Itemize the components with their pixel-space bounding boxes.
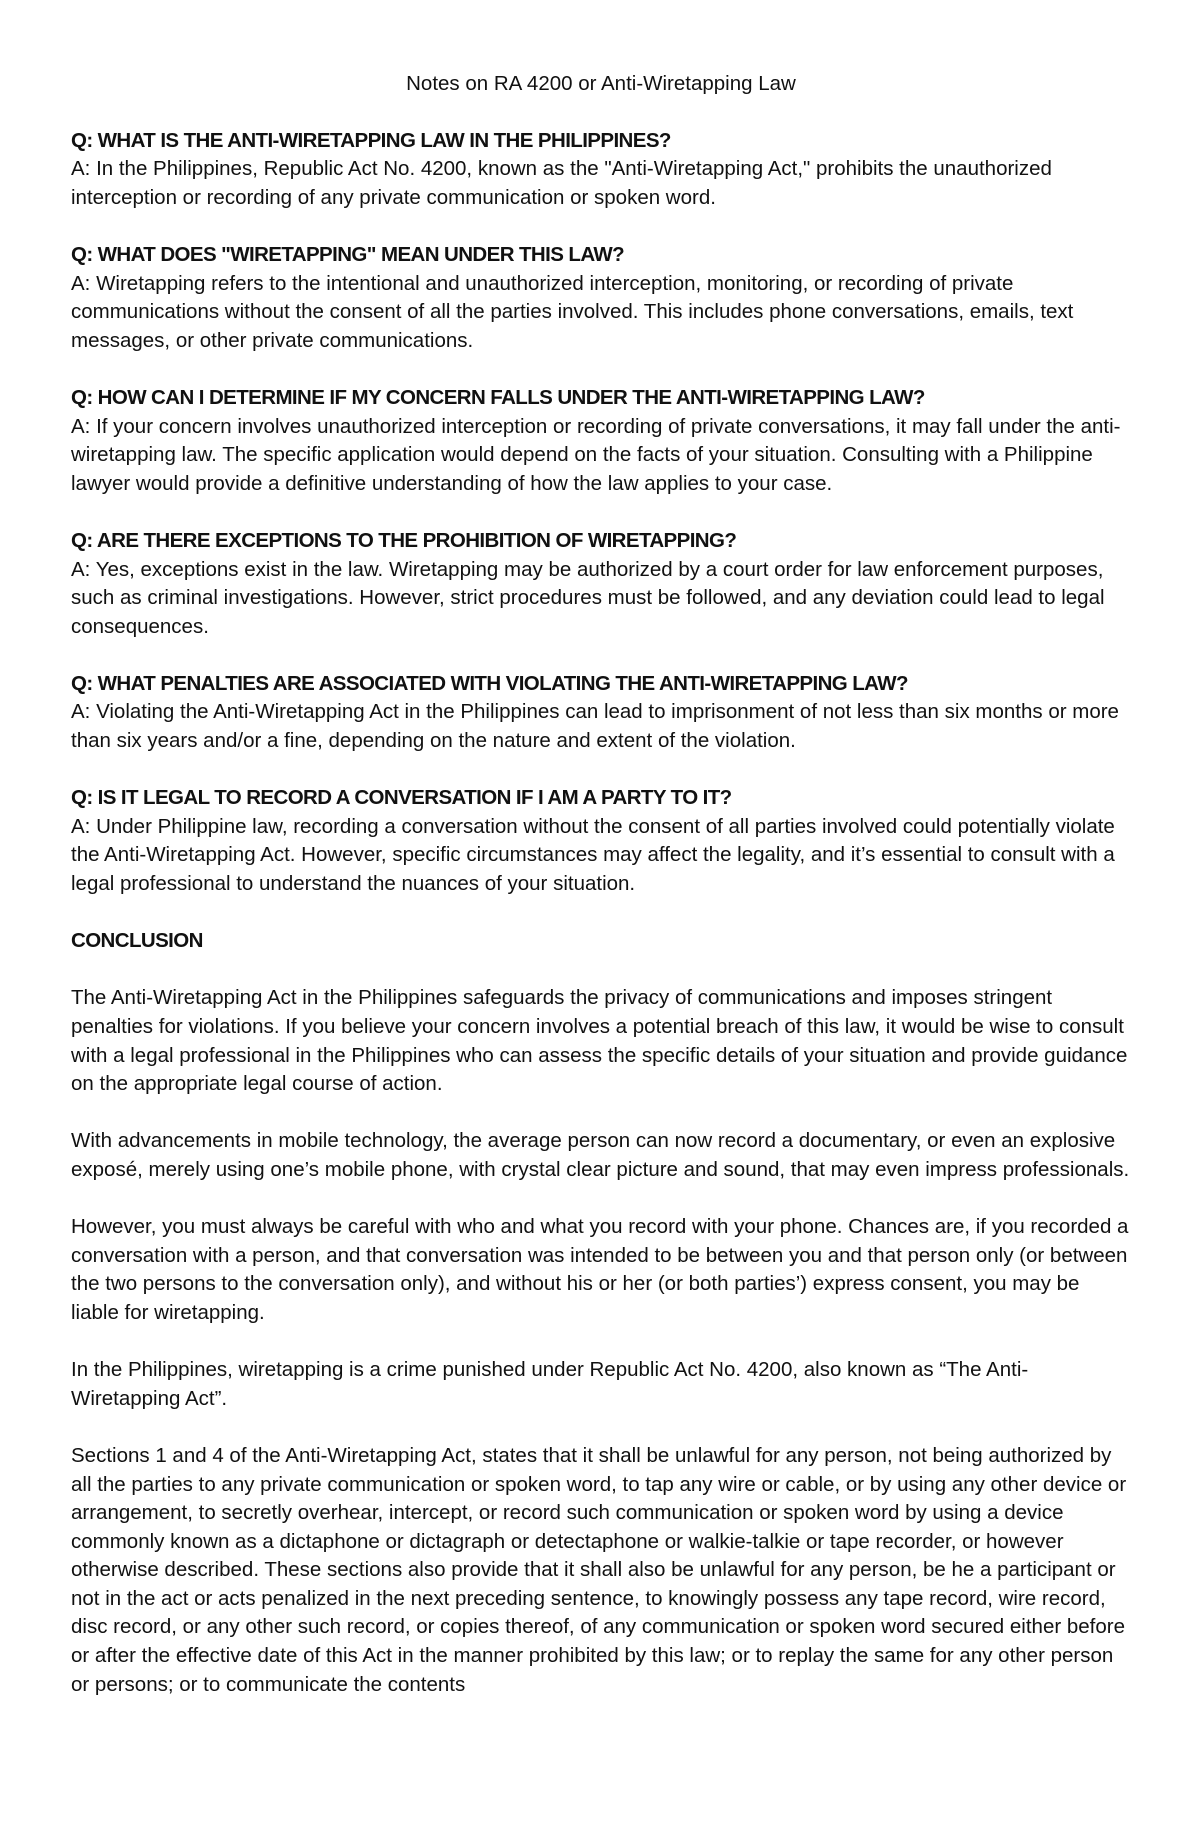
question: Q: ARE THERE EXCEPTIONS TO THE PROHIBITION OF WIRETAPPING?: [71, 528, 737, 552]
paragraph: The Anti-Wiretapping Act in the Philippines safeguards the privacy of communications and imposes stringent penalties for violations. If you believe your concern involves a potential breach of this law, it would be wise to consult with a legal professional in the Philippines who can assess the specific details of your situation and provide guidance on the appropriate legal course of action.: [71, 986, 1128, 1096]
answer: A: Under Philippine law, recording a conversation without the consent of all parties involved could potentially violate the Anti-Wiretapping Act. However, specific circumstances may affect the legality, and it’s essential to consult with a legal professional to understand the nuances of your situation.: [71, 814, 1115, 896]
question: Q: WHAT PENALTIES ARE ASSOCIATED WITH VIOLATING THE ANTI-WIRETAPPING LAW?: [71, 671, 908, 695]
qa-item: [71, 127, 1131, 213]
paragraph: However, you must always be careful with who and what you record with your phone. Chances are, if you recorded a conversation with a person, and that conversation was intended to be between you and that person only (or between the two persons to the conversation only), and without his or her (or both parties’) express consent, you may be liable for wiretapping.: [71, 1215, 1129, 1324]
answer: A: In the Philippines, Republic Act No. 4200, known as the "Anti-Wiretapping Act," prohibits the unauthorized interception or recording of any private communication or spoken word.: [71, 157, 1052, 209]
document-page: [71, 70, 1131, 1728]
answer: A: Wiretapping refers to the intentional and unauthorized interception, monitoring, or recording of private communications without the consent of all the parties involved. This includes phone conversations, emails, text messages, or other private communications.: [71, 271, 1074, 352]
qa-item: [71, 241, 1131, 355]
answer: A: If your concern involves unauthorized interception or recording of private conversations, it may fall under the anti-wiretapping law. The specific application would depend on the facts of your situation. Consulting with a Philippine lawyer would provide a definitive understanding of how the law applies to your case.: [71, 414, 1121, 495]
question: Q: HOW CAN I DETERMINE IF MY CONCERN FALLS UNDER THE ANTI-WIRETAPPING LAW?: [71, 385, 925, 409]
conclusion-heading: CONCLUSION: [71, 929, 203, 953]
document-title: Notes on RA 4200 or Anti-Wiretapping Law: [406, 72, 796, 95]
answer: A: Violating the Anti-Wiretapping Act in the Philippines can lead to imprisonment of not less than six months or more than six years and/or a fine, depending on the nature and extent of the violation.: [71, 700, 1119, 753]
paragraph: In the Philippines, wiretapping is a crime punished under Republic Act No. 4200, also known as “The Anti-Wiretapping Act”.: [71, 1358, 1029, 1410]
qa-item: [71, 527, 1131, 641]
qa-item: [71, 670, 1131, 756]
question: Q: WHAT IS THE ANTI-WIRETAPPING LAW IN THE PHILIPPINES?: [71, 128, 671, 152]
question: Q: WHAT DOES "WIRETAPPING" MEAN UNDER THIS LAW?: [71, 242, 625, 266]
question: Q: IS IT LEGAL TO RECORD A CONVERSATION IF I AM A PARTY TO IT?: [71, 786, 732, 810]
answer: A: Yes, exceptions exist in the law. Wiretapping may be authorized by a court order for law enforcement purposes, such as criminal investigations. However, strict procedures must be followed, and any deviation could lead to legal consequences.: [71, 557, 1105, 638]
qa-item: [71, 384, 1131, 498]
qa-item: [71, 784, 1131, 898]
paragraph: Sections 1 and 4 of the Anti-Wiretapping Act, states that it shall be unlawful for any person, not being authorized by all the parties to any private communication or spoken word, to tap any wire or cable, or by using any other device or arrangement, to secretly overhear, intercept, or record such communication or spoken word by using a device commonly known as a dictaphone or dictagraph or detectaphone or walkie-talkie or tape recorder, or however otherwise described. These sections also provide that it shall also be unlawful for any person, be he a participant or not in the act or acts penalized in the next preceding sentence, to knowingly possess any tape record, wire record, disc record, or any other such record, or copies thereof, of any communication or spoken word secured either before or after the effective date of this Act in the manner prohibited by this law; or to replay the same for any other person or persons; or to communicate the contents: [71, 1443, 1127, 1696]
paragraph: With advancements in mobile technology, the average person can now record a documentary, or even an explosive exposé, merely using one’s mobile phone, with crystal clear picture and sound, that may even impress professionals.: [71, 1129, 1130, 1181]
